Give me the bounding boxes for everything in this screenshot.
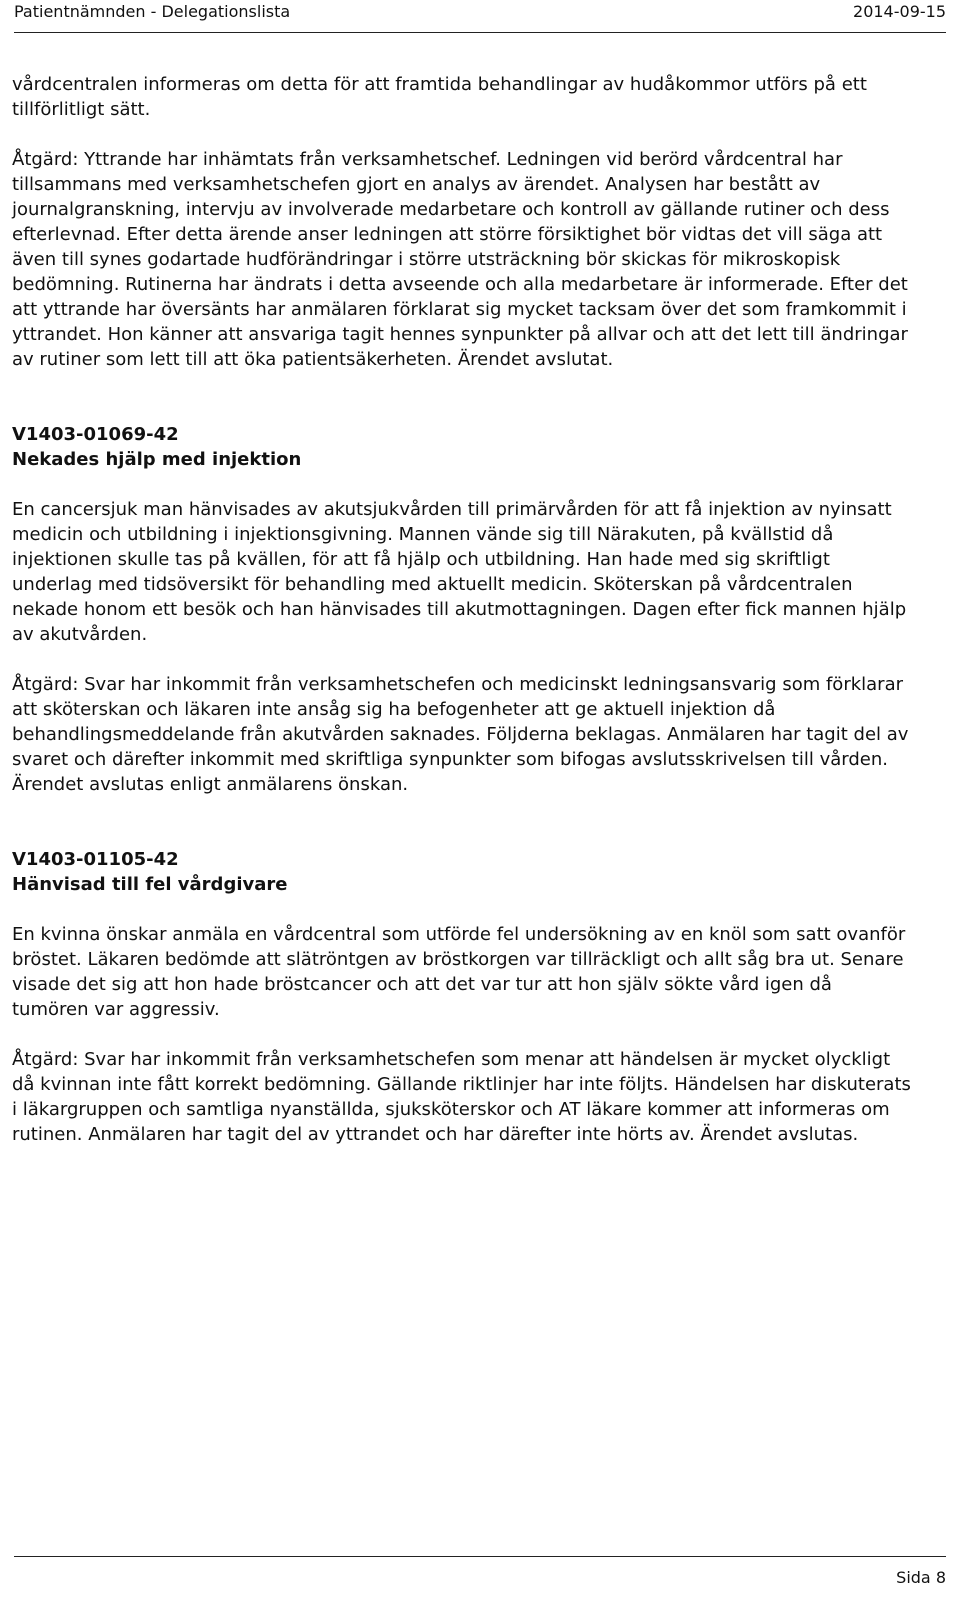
intro-action-paragraph: Åtgärd: Yttrande har inhämtats från verksamhetschef. Ledningen vid berörd vårdcentral har tillsammans med verksamhetschefen gjort en analys av ärendet. Analysen har bestått av journalgranskning, intervju av involverade medarbetare och kontroll av gällande rutiner och dess efterlevnad. Efter detta ärende anser ledningen att större försiktighet bör vidtas det vill säga att även till synes godartade hudförändringar i större utsträckning bör skickas för mikroskopisk bedömning. Rutinerna har ändrats i detta avseende och alla medarbetare är informerade. Efter det att yttrande har översänts har anmälaren förklarat sig mycket tacksam över det som framkommit i yttrandet. Hon känner att ansvariga tagit hennes synpunkter på allvar och att det lett till ändringar av rutiner som lett till att öka patientsäkerheten. Ärendet avslutat. xyxy=(12,149,908,370)
case-section xyxy=(12,422,912,797)
case-id: V1403-01069-42 xyxy=(12,424,179,445)
case-title: Nekades hjälp med injektion xyxy=(12,449,302,470)
page-header xyxy=(14,0,946,33)
document-date: 2014-09-15 xyxy=(853,2,946,21)
case-title: Hänvisad till fel vårdgivare xyxy=(12,874,288,895)
page-footer xyxy=(14,1556,946,1597)
case-id: V1403-01105-42 xyxy=(12,849,179,870)
case-action-paragraph: Åtgärd: Svar har inkommit från verksamhetschefen som menar att händelsen är mycket olyckligt då kvinnan inte fått korrekt bedömning. Gällande riktlinjer har inte följts. Händelsen har diskuterats i läkargruppen och samtliga nyanställda, sjuksköterskor och AT läkare kommer att informeras om rutinen. Anmälaren har tagit del av yttrandet och har därefter inte hörts av. Ärendet avslutas. xyxy=(12,1049,911,1145)
case-action-paragraph: Åtgärd: Svar har inkommit från verksamhetschefen och medicinskt ledningsansvarig som förklarar att sköterskan och läkaren inte ansåg sig ha befogenheter att ge aktuell injektion då behandlingsmeddelande från akutvården saknades. Följderna beklagas. Anmälaren har tagit del av svaret och därefter inkommit med skriftliga synpunkter som bifogas avslutsskrivelsen till vården. Ärendet avslutas enligt anmälarens önskan. xyxy=(12,674,909,795)
document-title: Patientnämnden - Delegationslista xyxy=(14,2,291,21)
page-number: Sida 8 xyxy=(896,1568,946,1587)
document-body xyxy=(12,72,912,1147)
case-description-paragraph: En kvinna önskar anmäla en vårdcentral som utförde fel undersökning av en knöl som satt ovanför bröstet. Läkaren bedömde att slätröntgen av bröstkorgen var tillräckligt och allt såg bra ut. Senare visade det sig att hon hade bröstcancer och att det var tur att hon själv sökte vård igen då tumören var aggressiv. xyxy=(12,924,906,1020)
case-section xyxy=(12,847,912,1147)
intro-continuation-paragraph: vårdcentralen informeras om detta för att framtida behandlingar av hudåkommor utförs på ett tillförlitligt sätt. xyxy=(12,74,867,120)
case-description-paragraph: En cancersjuk man hänvisades av akutsjukvården till primärvården för att få injektion av nyinsatt medicin och utbildning i injektionsgivning. Mannen vände sig till Närakuten, på kvällstid då injektionen skulle tas på kvällen, för att få hjälp och utbildning. Han hade med sig skriftligt underlag med tidsöversikt för behandling med aktuellt medicin. Sköterskan på vårdcentralen nekade honom ett besök och han hänvisades till akutmottagningen. Dagen efter fick mannen hjälp av akutvården. xyxy=(12,499,907,645)
